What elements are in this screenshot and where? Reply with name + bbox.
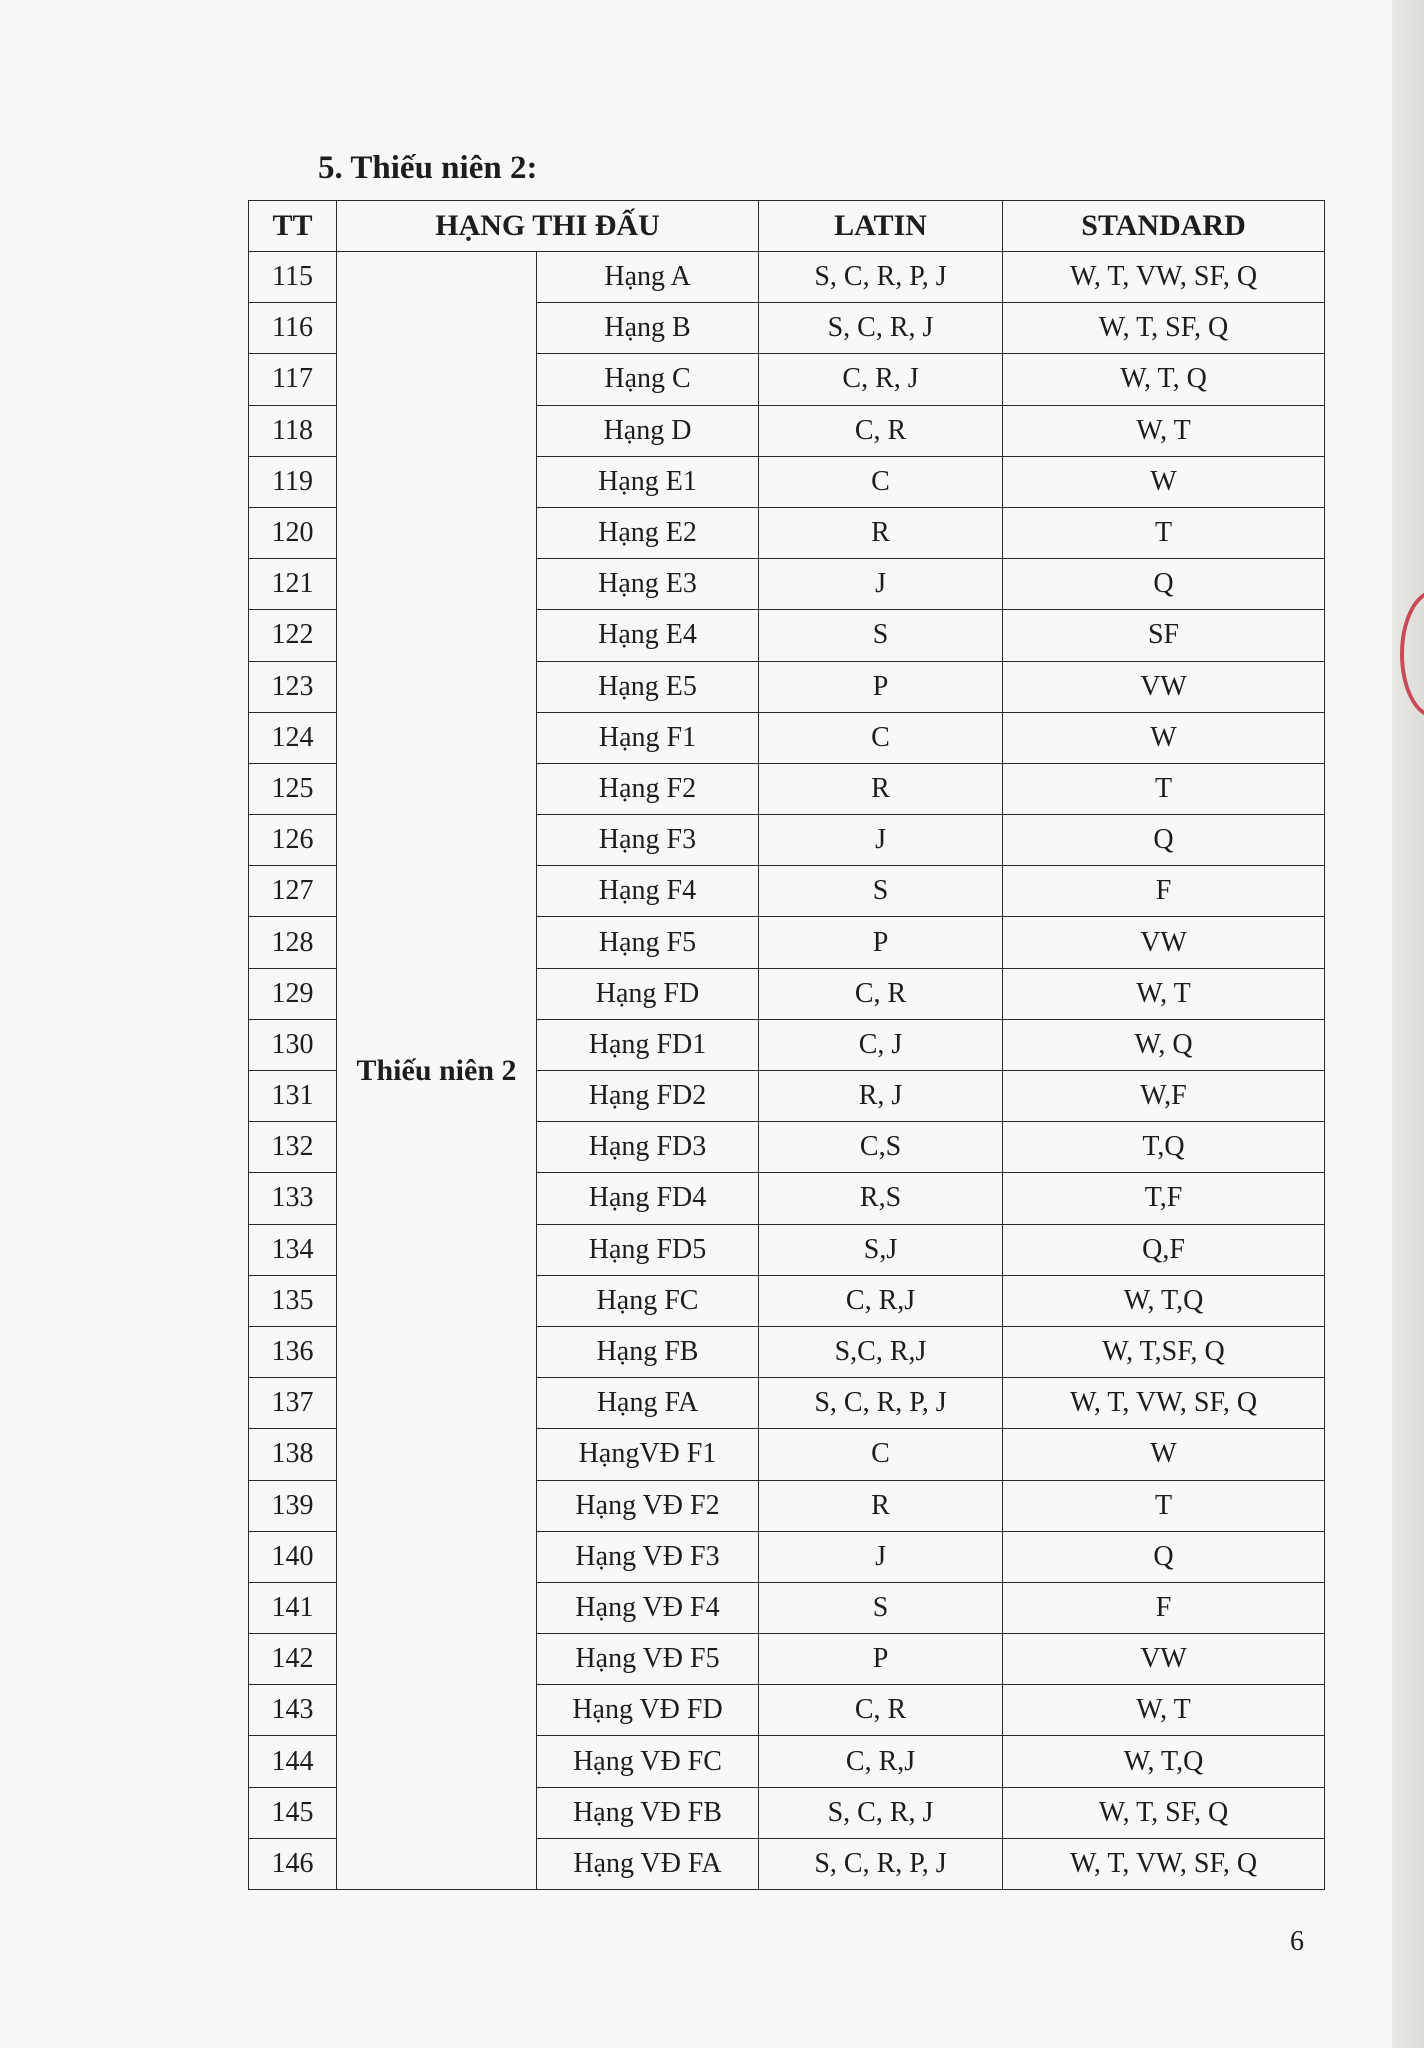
grade-name: Hạng F5 xyxy=(537,917,759,968)
header-latin: LATIN xyxy=(759,201,1003,252)
standard-dances: F xyxy=(1003,866,1325,917)
row-number: 118 xyxy=(249,405,337,456)
row-number: 123 xyxy=(249,661,337,712)
standard-dances: W, T,SF, Q xyxy=(1003,1326,1325,1377)
section-title: 5. Thiếu niên 2: xyxy=(318,150,538,186)
latin-dances: R xyxy=(759,507,1003,558)
row-number: 143 xyxy=(249,1685,337,1736)
grade-name: Hạng E5 xyxy=(537,661,759,712)
standard-dances: Q xyxy=(1003,1531,1325,1582)
grade-name: Hạng FD2 xyxy=(537,1071,759,1122)
standard-dances: W, T xyxy=(1003,968,1325,1019)
standard-dances: W, T,Q xyxy=(1003,1736,1325,1787)
standard-dances: T xyxy=(1003,763,1325,814)
row-number: 124 xyxy=(249,712,337,763)
grade-name: Hạng VĐ F5 xyxy=(537,1634,759,1685)
standard-dances: W, T,Q xyxy=(1003,1275,1325,1326)
row-number: 136 xyxy=(249,1326,337,1377)
latin-dances: C, R xyxy=(759,1685,1003,1736)
row-number: 132 xyxy=(249,1122,337,1173)
latin-dances: S, C, R, P, J xyxy=(759,1838,1003,1889)
page-edge-shadow xyxy=(1392,0,1424,2048)
latin-dances: C xyxy=(759,712,1003,763)
latin-dances: S, C, R, P, J xyxy=(759,1378,1003,1429)
standard-dances: VW xyxy=(1003,1634,1325,1685)
row-number: 121 xyxy=(249,559,337,610)
row-number: 135 xyxy=(249,1275,337,1326)
table-row xyxy=(249,252,1325,303)
latin-dances: C xyxy=(759,456,1003,507)
standard-dances: T,Q xyxy=(1003,1122,1325,1173)
grade-name: Hạng A xyxy=(537,252,759,303)
latin-dances: J xyxy=(759,815,1003,866)
grade-name: Hạng C xyxy=(537,354,759,405)
header-tt: TT xyxy=(249,201,337,252)
standard-dances: W, T, VW, SF, Q xyxy=(1003,1378,1325,1429)
latin-dances: J xyxy=(759,1531,1003,1582)
grade-name: Hạng E3 xyxy=(537,559,759,610)
latin-dances: C, R xyxy=(759,405,1003,456)
header-standard: STANDARD xyxy=(1003,201,1325,252)
grade-name: Hạng FD xyxy=(537,968,759,1019)
grade-name: Hạng VĐ F3 xyxy=(537,1531,759,1582)
latin-dances: C, R,J xyxy=(759,1275,1003,1326)
latin-dances: S xyxy=(759,1582,1003,1633)
row-number: 127 xyxy=(249,866,337,917)
row-number: 122 xyxy=(249,610,337,661)
row-number: 126 xyxy=(249,815,337,866)
page-number: 6 xyxy=(1290,1926,1304,1957)
standard-dances: W, T xyxy=(1003,405,1325,456)
competition-grades-table xyxy=(248,200,1325,1890)
row-number: 138 xyxy=(249,1429,337,1480)
grade-name: Hạng E1 xyxy=(537,456,759,507)
row-number: 130 xyxy=(249,1019,337,1070)
header-grade: HẠNG THI ĐẤU xyxy=(337,201,759,252)
latin-dances: S, C, R, P, J xyxy=(759,252,1003,303)
latin-dances: S,J xyxy=(759,1224,1003,1275)
latin-dances: C, R xyxy=(759,968,1003,1019)
standard-dances: T,F xyxy=(1003,1173,1325,1224)
grade-name: Hạng VĐ F4 xyxy=(537,1582,759,1633)
row-number: 141 xyxy=(249,1582,337,1633)
latin-dances: C, R, J xyxy=(759,354,1003,405)
row-number: 137 xyxy=(249,1378,337,1429)
grade-name: Hạng VĐ FD xyxy=(537,1685,759,1736)
standard-dances: VW xyxy=(1003,661,1325,712)
standard-dances: Q,F xyxy=(1003,1224,1325,1275)
latin-dances: R,S xyxy=(759,1173,1003,1224)
group-label: Thiếu niên 2 xyxy=(337,252,537,1890)
latin-dances: S, C, R, J xyxy=(759,1787,1003,1838)
standard-dances: W, T, VW, SF, Q xyxy=(1003,1838,1325,1889)
standard-dances: T xyxy=(1003,507,1325,558)
grade-name: Hạng FD1 xyxy=(537,1019,759,1070)
latin-dances: C, J xyxy=(759,1019,1003,1070)
row-number: 128 xyxy=(249,917,337,968)
row-number: 119 xyxy=(249,456,337,507)
grade-name: Hạng FA xyxy=(537,1378,759,1429)
latin-dances: S xyxy=(759,610,1003,661)
latin-dances: J xyxy=(759,559,1003,610)
standard-dances: W, T, Q xyxy=(1003,354,1325,405)
grade-name: Hạng VĐ FA xyxy=(537,1838,759,1889)
latin-dances: S xyxy=(759,866,1003,917)
latin-dances: R xyxy=(759,763,1003,814)
latin-dances: C xyxy=(759,1429,1003,1480)
grade-name: Hạng F1 xyxy=(537,712,759,763)
standard-dances: W, T, SF, Q xyxy=(1003,1787,1325,1838)
row-number: 142 xyxy=(249,1634,337,1685)
standard-dances: Q xyxy=(1003,559,1325,610)
grade-name: Hạng FC xyxy=(537,1275,759,1326)
standard-dances: Q xyxy=(1003,815,1325,866)
row-number: 116 xyxy=(249,303,337,354)
row-number: 120 xyxy=(249,507,337,558)
grade-name: Hạng VĐ F2 xyxy=(537,1480,759,1531)
standard-dances: W xyxy=(1003,1429,1325,1480)
latin-dances: P xyxy=(759,661,1003,712)
latin-dances: S, C, R, J xyxy=(759,303,1003,354)
row-number: 115 xyxy=(249,252,337,303)
grade-name: Hạng FD5 xyxy=(537,1224,759,1275)
grade-name: Hạng FD3 xyxy=(537,1122,759,1173)
grade-name: Hạng VĐ FC xyxy=(537,1736,759,1787)
grade-name: Hạng F3 xyxy=(537,815,759,866)
table-body xyxy=(249,252,1325,1890)
table-header-row xyxy=(249,201,1325,252)
standard-dances: W, T, SF, Q xyxy=(1003,303,1325,354)
row-number: 131 xyxy=(249,1071,337,1122)
grade-name: Hạng E4 xyxy=(537,610,759,661)
row-number: 133 xyxy=(249,1173,337,1224)
row-number: 144 xyxy=(249,1736,337,1787)
latin-dances: C, R,J xyxy=(759,1736,1003,1787)
grade-name: Hạng D xyxy=(537,405,759,456)
latin-dances: C,S xyxy=(759,1122,1003,1173)
standard-dances: W xyxy=(1003,712,1325,763)
grade-name: Hạng B xyxy=(537,303,759,354)
grade-name: Hạng VĐ FB xyxy=(537,1787,759,1838)
standard-dances: SF xyxy=(1003,610,1325,661)
grade-name: Hạng E2 xyxy=(537,507,759,558)
row-number: 146 xyxy=(249,1838,337,1889)
row-number: 145 xyxy=(249,1787,337,1838)
standard-dances: W,F xyxy=(1003,1071,1325,1122)
latin-dances: R, J xyxy=(759,1071,1003,1122)
standard-dances: W, T, VW, SF, Q xyxy=(1003,252,1325,303)
row-number: 117 xyxy=(249,354,337,405)
row-number: 139 xyxy=(249,1480,337,1531)
latin-dances: R xyxy=(759,1480,1003,1531)
latin-dances: P xyxy=(759,1634,1003,1685)
standard-dances: W, Q xyxy=(1003,1019,1325,1070)
grade-name: Hạng F4 xyxy=(537,866,759,917)
grade-name: Hạng FB xyxy=(537,1326,759,1377)
standard-dances: W, T xyxy=(1003,1685,1325,1736)
grade-name: HạngVĐ F1 xyxy=(537,1429,759,1480)
row-number: 140 xyxy=(249,1531,337,1582)
standard-dances: W xyxy=(1003,456,1325,507)
row-number: 134 xyxy=(249,1224,337,1275)
standard-dances: VW xyxy=(1003,917,1325,968)
latin-dances: P xyxy=(759,917,1003,968)
latin-dances: S,C, R,J xyxy=(759,1326,1003,1377)
standard-dances: T xyxy=(1003,1480,1325,1531)
standard-dances: F xyxy=(1003,1582,1325,1633)
grade-name: Hạng FD4 xyxy=(537,1173,759,1224)
row-number: 129 xyxy=(249,968,337,1019)
grade-name: Hạng F2 xyxy=(537,763,759,814)
row-number: 125 xyxy=(249,763,337,814)
